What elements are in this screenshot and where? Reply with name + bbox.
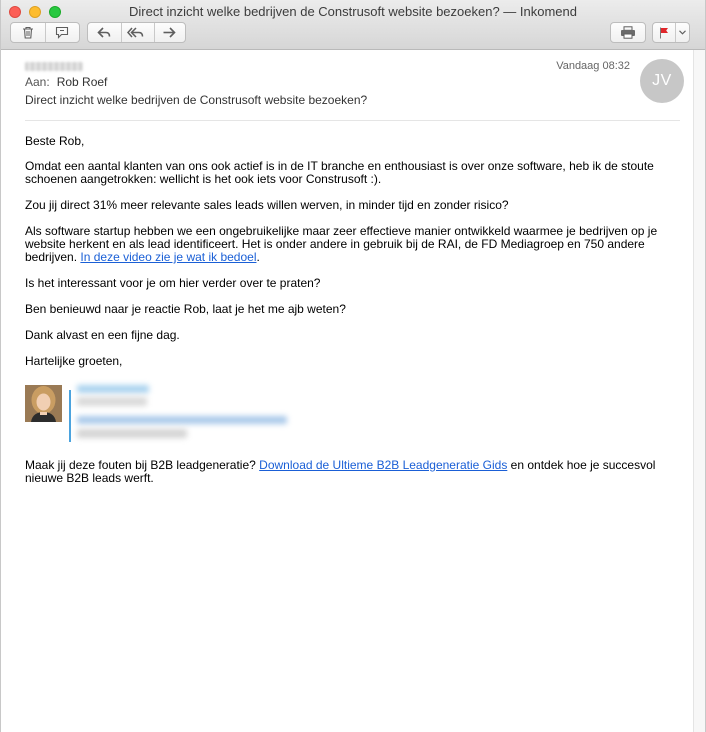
guide-download-link[interactable]: Download de Ultieme B2B Leadgeneratie Gids: [259, 458, 508, 472]
recipient-row: [25, 75, 107, 89]
print-button[interactable]: [610, 22, 646, 43]
signature-title-redacted: [77, 397, 147, 406]
closing: Hartelijke groeten,: [25, 354, 123, 368]
segment-divider: [121, 23, 122, 42]
message-date: Vandaag 08:32: [556, 60, 630, 72]
title-bar: [1, 0, 705, 50]
signature-divider: [69, 390, 71, 442]
junk-icon[interactable]: [45, 26, 79, 39]
chevron-down-icon[interactable]: [675, 30, 689, 35]
greeting: Beste Rob,: [25, 134, 85, 148]
paragraph-5: Ben benieuwd naar je reactie Rob, laat je het me ajb weten?: [25, 302, 346, 316]
message-subject: Direct inzicht welke bedrijven de Construsoft website bezoeken?: [25, 93, 368, 107]
paragraph-3: [25, 225, 665, 264]
message-body: [25, 135, 665, 368]
paragraph-3-text: Als software startup hebben we een ongebruikelijke maar zeer effectieve manier ontwikkeld waarmee je bedrijven op je website herkent en als lead identificeert. Het is onder andere in gebruik bij de RAI, de FD Mediagroep en 750 andere bedrijven.: [25, 224, 658, 264]
footer-paragraph: [25, 459, 665, 485]
print-icon: [620, 26, 636, 39]
signature-web-redacted: [77, 429, 187, 438]
message-footer: [25, 459, 665, 485]
header-divider: [25, 120, 680, 121]
sender-redacted: [25, 62, 83, 71]
signature-name-redacted: [77, 385, 149, 393]
segment-divider: [675, 23, 676, 42]
footer-text-start: Maak jij deze fouten bij B2B leadgeneratie?: [25, 458, 256, 472]
segment-divider: [154, 23, 155, 42]
forward-icon[interactable]: [153, 27, 185, 38]
paragraph-1: Omdat een aantal klanten van ons ook actief is in de IT branche en enthousiast is over onze software, heb ik de stoute schoenen aangetrokken: wellicht is het ook iets voor Construsoft :).: [25, 159, 654, 186]
toolbar: [1, 22, 705, 46]
reply-all-icon[interactable]: [120, 27, 152, 38]
vertical-scrollbar[interactable]: [693, 50, 705, 732]
message-view: [1, 50, 694, 732]
paragraph-6: Dank alvast en een fijne dag.: [25, 328, 180, 342]
paragraph-3-end: .: [256, 250, 260, 264]
paragraph-2: Zou jij direct 31% meer relevante sales leads willen werven, in minder tijd en zonder risico?: [25, 198, 509, 212]
sender-avatar: JV: [640, 59, 684, 103]
delete-junk-segment: [10, 22, 80, 43]
paragraph-4: Is het interessant voor je om hier verder over te praten?: [25, 276, 321, 290]
flag-segment: [652, 22, 690, 43]
flag-icon[interactable]: [653, 27, 675, 39]
signature-contact-redacted: [77, 416, 287, 424]
reply-segment: [87, 22, 186, 43]
trash-icon[interactable]: [11, 26, 45, 39]
reply-icon[interactable]: [88, 27, 120, 38]
video-link[interactable]: In deze video zie je wat ik bedoel: [80, 250, 257, 264]
recipient-name[interactable]: Rob Roef: [56, 75, 108, 89]
segment-divider: [45, 23, 46, 42]
footer-text-end: en ontdek hoe je succesvol nieuwe B2B leads werft.: [25, 458, 656, 485]
signature-photo: [25, 385, 62, 422]
to-label: Aan:: [25, 75, 50, 89]
window-title: Direct inzicht welke bedrijven de Construsoft website bezoeken? — Inkomend: [128, 4, 577, 19]
